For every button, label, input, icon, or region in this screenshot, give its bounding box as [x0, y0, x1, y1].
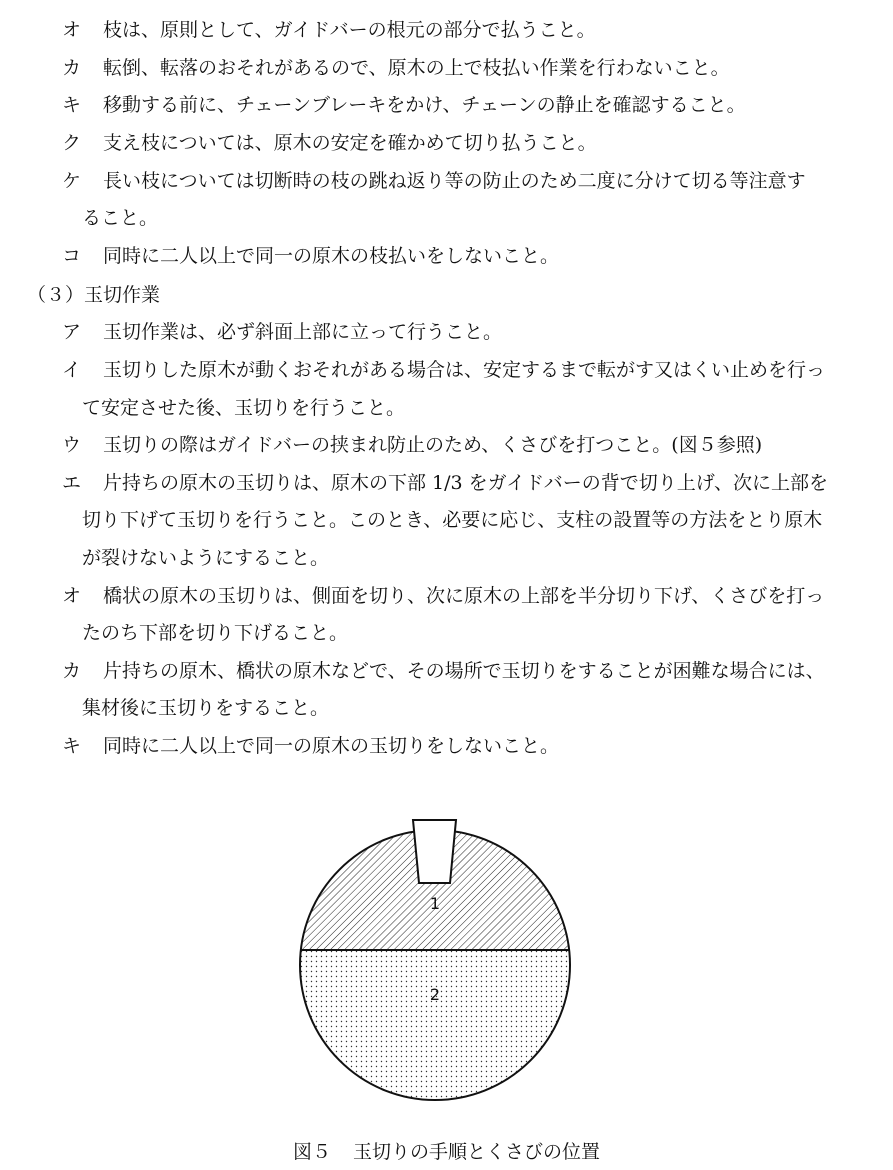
- item-text: 長い枝については切断時の枝の跳ね返り等の防止のため二度に分けて切る等注意す: [103, 170, 806, 192]
- item-label: カ: [62, 57, 82, 79]
- item-label: ク: [62, 132, 82, 154]
- figure-caption-text: 玉切りの手順とくさびの位置: [353, 1141, 601, 1163]
- item-text: 玉切りした原木が動くおそれがある場合は、安定するまで転がす又はくい止めを行っ: [103, 359, 826, 381]
- item-text-continuation: ること。: [82, 207, 159, 229]
- upper-region-label: 1: [429, 894, 441, 913]
- item-text: 支え枝については、原木の安定を確かめて切り払うこと。: [103, 132, 597, 154]
- item-text: 転倒、転落のおそれがあるので、原木の上で枝払い作業を行わないこと。: [103, 57, 730, 79]
- item-label: ケ: [62, 170, 82, 192]
- item-text: 片持ちの原木、橋状の原木などで、その場所で玉切りをすることが困難な場合には、: [103, 660, 825, 682]
- item-label: オ: [62, 19, 82, 41]
- item-text-continuation: たのち下部を切り下げること。: [82, 622, 349, 644]
- lower-cut-region: [295, 950, 575, 1105]
- item-label: カ: [62, 660, 82, 682]
- item-text-continuation: て安定させた後、玉切りを行うこと。: [82, 397, 406, 419]
- item-text: 橋状の原木の玉切りは、側面を切り、次に原木の上部を半分切り下げ、くさびを打っ: [103, 585, 825, 607]
- item-text-continuation: が裂けないようにすること。: [82, 547, 330, 569]
- item-label: コ: [62, 245, 82, 267]
- wedge-shape: [413, 820, 456, 883]
- item-label: オ: [62, 585, 82, 607]
- item-label: エ: [62, 472, 82, 494]
- section-heading-text: （３）玉切作業: [27, 284, 161, 306]
- item-text: 玉切作業は、必ず斜面上部に立って行うこと。: [103, 321, 503, 343]
- item-text: 枝は、原則として、ガイドバーの根元の部分で払うこと。: [103, 19, 596, 41]
- item-text: 同時に二人以上で同一の原木の玉切りをしないこと。: [103, 735, 560, 757]
- item-text: 移動する前に、チェーンブレーキをかけ、チェーンの静止を確認すること。: [103, 94, 746, 116]
- item-text: 片持ちの原木の玉切りは、原木の下部 1/3 をガイドバーの背で切り上げ、次に上部を: [103, 472, 828, 494]
- item-text: 同時に二人以上で同一の原木の枝払いをしないこと。: [103, 245, 560, 267]
- item-label: ア: [62, 321, 82, 343]
- item-text-continuation: 集材後に玉切りをすること。: [82, 697, 330, 719]
- item-label: イ: [62, 359, 82, 381]
- item-text: 玉切りの際はガイドバーの挟まれ防止のため、くさびを打つこと。(図５参照): [103, 434, 763, 456]
- lower-region-label: 2: [429, 985, 441, 1004]
- item-label: キ: [62, 735, 82, 757]
- figure-caption: [0, 1139, 893, 1165]
- log-cross-section-figure: [295, 815, 575, 1105]
- item-text-continuation: 切り下げて玉切りを行うこと。このとき、必要に応じ、支柱の設置等の方法をとり原木: [82, 509, 823, 531]
- log-diagram: [295, 815, 575, 1105]
- item-label: ウ: [62, 434, 82, 456]
- item-label: キ: [62, 94, 82, 116]
- figure-number: 図５: [292, 1141, 331, 1163]
